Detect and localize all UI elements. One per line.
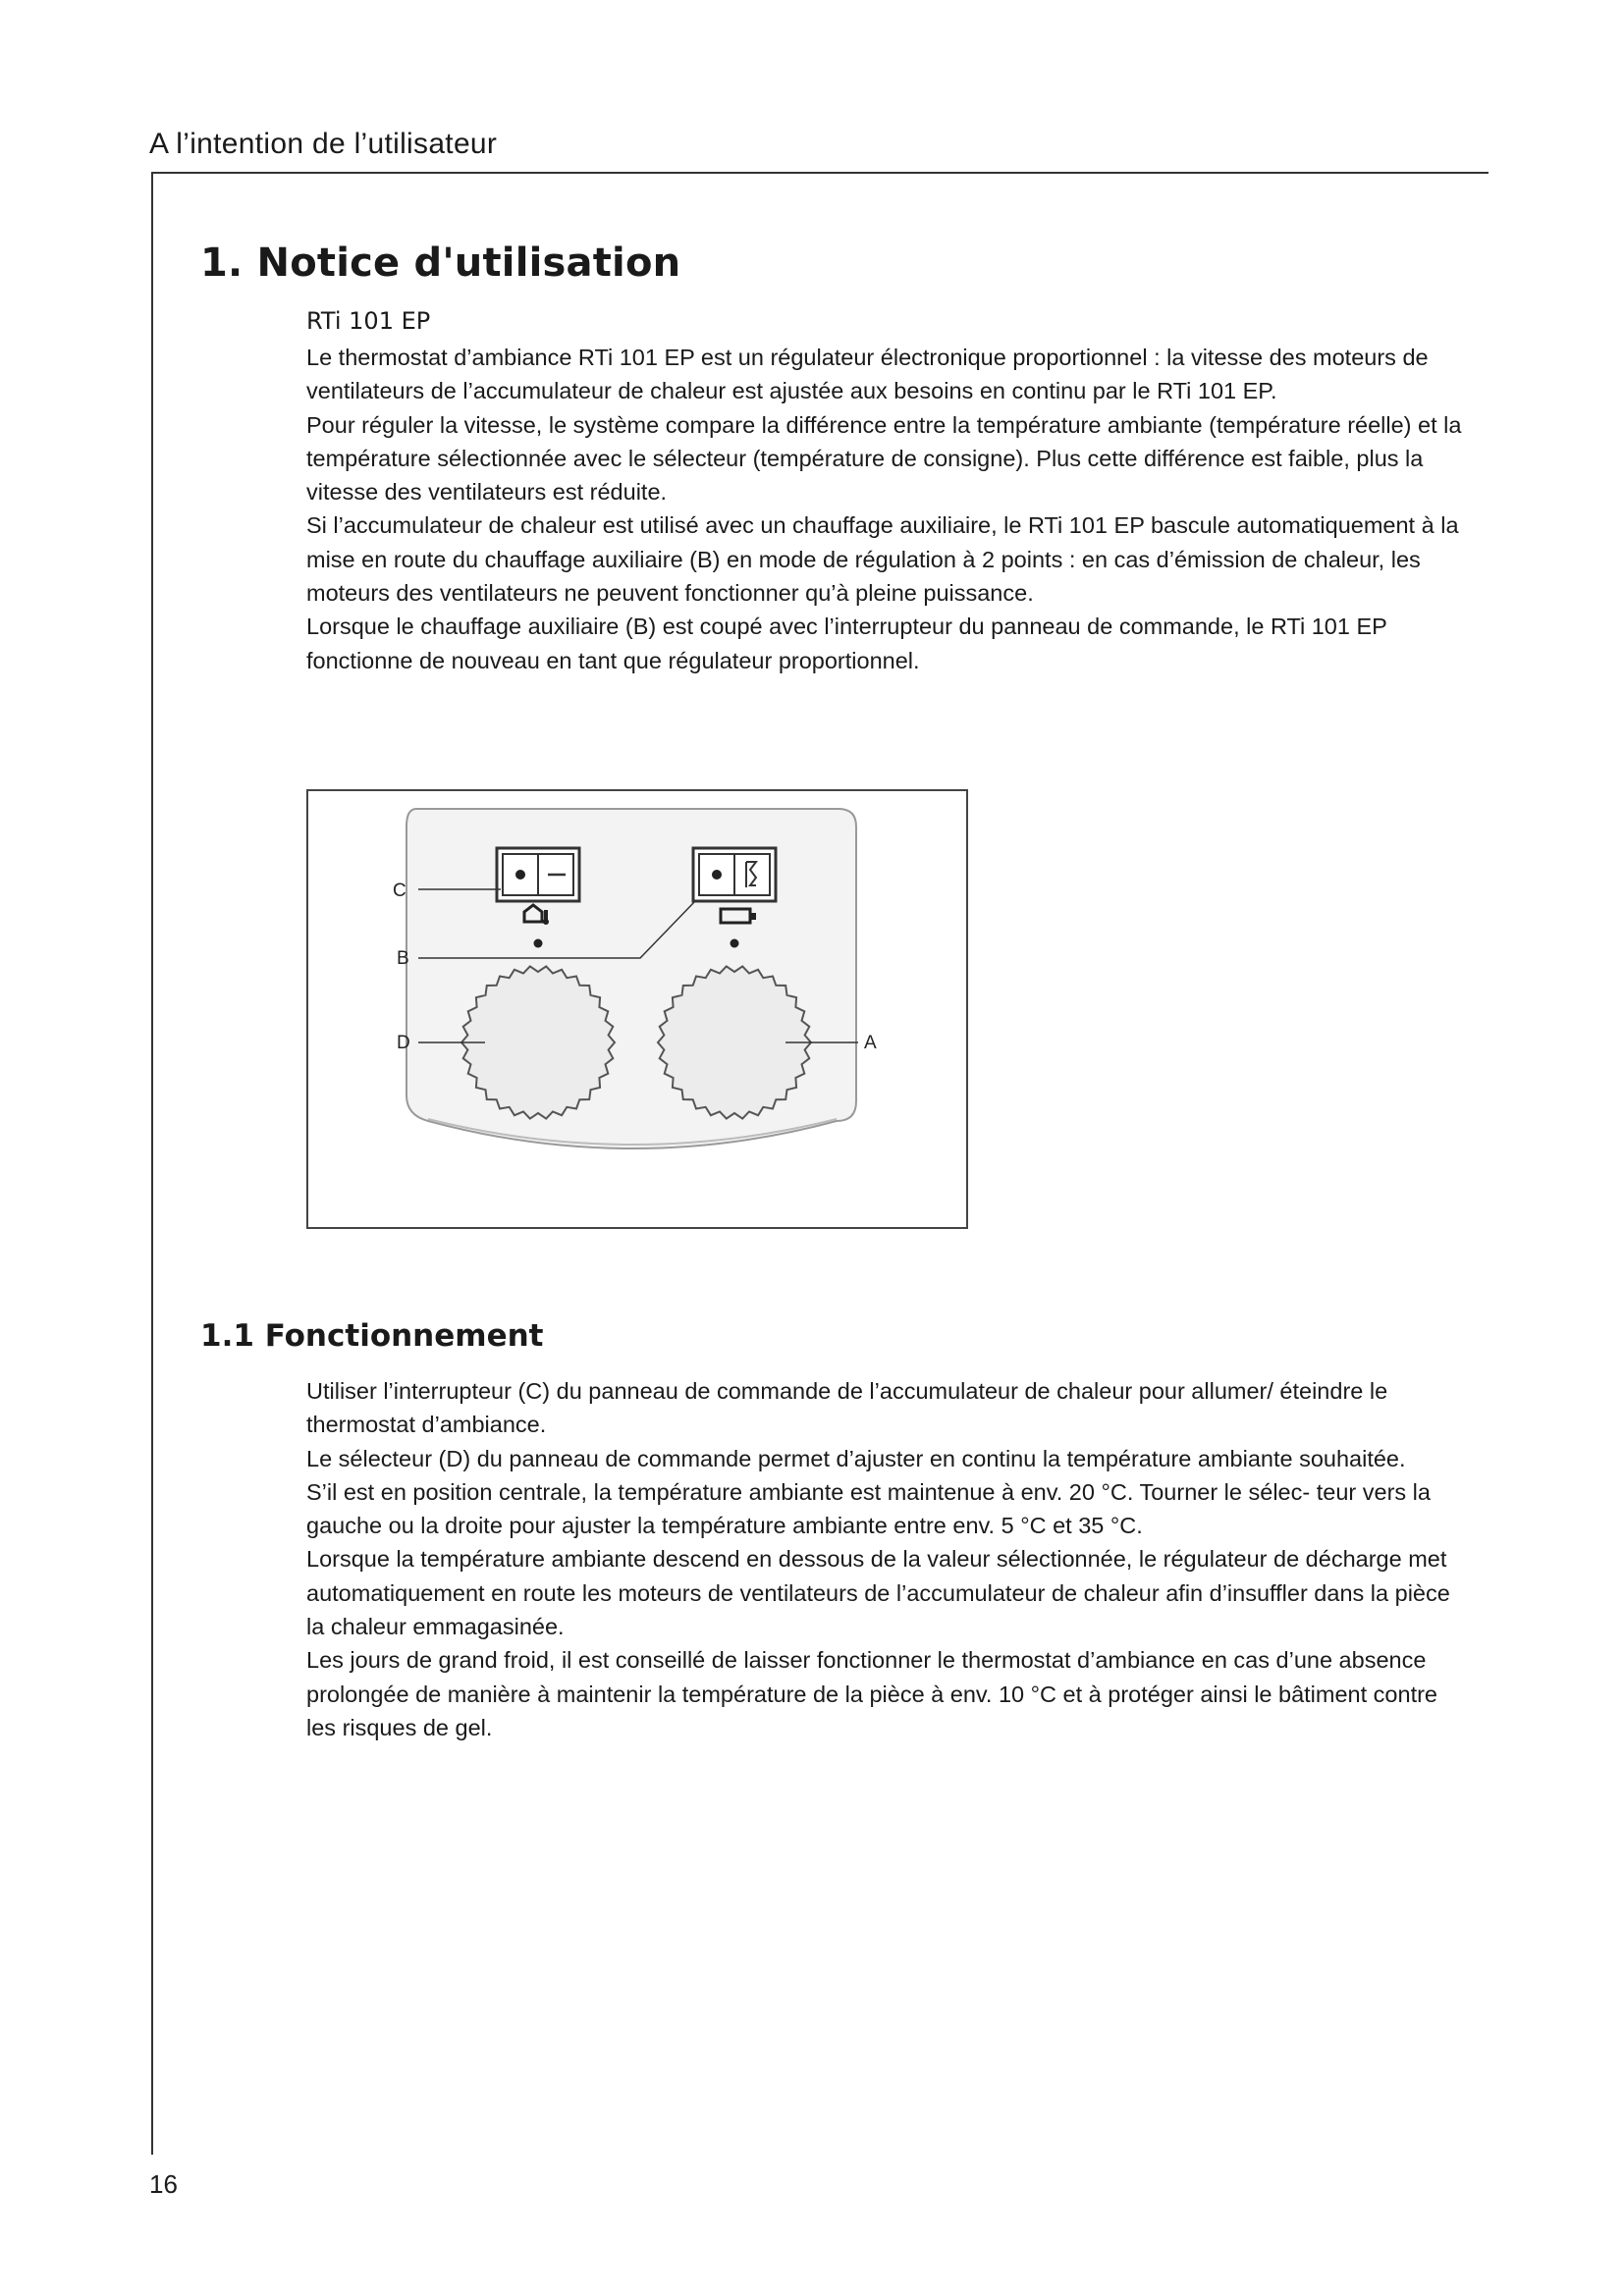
intro-paragraph: Lorsque le chauffage auxiliaire (B) est coupé avec l’interrupteur du panneau de commande, le RTi 101 EP fonctionne de nouveau en tant que régulateur proportionnel. bbox=[306, 614, 1387, 673]
intro-paragraph: Si l’accumulateur de chaleur est utilisé avec un chauffage auxiliaire, le RTi 101 EP bascule automatiquement à la mise en route du chauffage auxiliaire (B) en mode de régulation à 2 points : en cas d’émission de chaleur, les moteurs des ventilateurs ne peuvent fonctionner qu’à pleine puissance. bbox=[306, 512, 1459, 607]
indicator-dot bbox=[534, 939, 543, 948]
fonctionnement-paragraph: Lorsque la température ambiante descend en dessous de la valeur sélectionnée, le régulateur de décharge met automatiquement en route les moteurs de ventilateurs de l’accumulateur de chaleur afin d’insuffler dans la pièce la chaleur emmagasinée. bbox=[306, 1546, 1450, 1640]
margin-divider bbox=[151, 172, 153, 2155]
fonctionnement-paragraph: Utiliser l’interrupteur (C) du panneau de commande de l’accumulateur de chaleur pour allumer/ éteindre le thermostat d’ambiance. bbox=[306, 1378, 1388, 1438]
auxiliary-heating-switch bbox=[693, 848, 776, 901]
fonctionnement-paragraph: Le sélecteur (D) du panneau de commande permet d’ajuster en continu la température ambiante souhaitée. bbox=[306, 1445, 1406, 1471]
fonctionnement-paragraph: S’il est en position centrale, la température ambiante est maintenue à env. 20 °C. Tourner le sélec- teur vers la gauche ou la droite pour ajuster la température ambiante entre env. 5 °C et 35 °C. bbox=[306, 1478, 1431, 1539]
fonctionnement-text bbox=[306, 1374, 1465, 1744]
intro-paragraph: Pour réguler la vitesse, le système compare la différence entre la température ambiante (température réelle) et la température sélectionnée avec le sélecteur (température de consigne). Plus cette différence est faible, plus la vitesse des ventilateurs est réduite. bbox=[306, 411, 1462, 506]
label-a: A bbox=[864, 1033, 877, 1053]
room-thermostat-switch bbox=[497, 848, 579, 901]
control-panel-illustration bbox=[308, 791, 966, 1227]
control-panel-figure bbox=[306, 789, 968, 1229]
intro-text bbox=[306, 341, 1465, 677]
label-c: C bbox=[393, 881, 406, 901]
section-header: A l’intention de l’utilisateur bbox=[149, 128, 498, 160]
label-b: B bbox=[397, 948, 409, 969]
subsection-title: 1.1 Fonctionnement bbox=[200, 1318, 544, 1354]
model-name: RTi 101 EP bbox=[306, 307, 431, 335]
indicator-dot bbox=[731, 939, 739, 948]
fonctionnement-paragraph: Les jours de grand froid, il est conseillé de laisser fonctionner le thermostat d’ambiance en cas d’une absence prolongée de manière à maintenir la température de la pièce à env. 10 °C et à protéger ainsi le bâtiment contre les risques de gel. bbox=[306, 1647, 1437, 1740]
header-divider bbox=[151, 172, 1489, 174]
intro-paragraph: Le thermostat d’ambiance RTi 101 EP est un régulateur électronique proportionnel : la vitesse des moteurs de ventilateurs de l’accumulateur de chaleur est ajustée aux besoins en continu par le RTi 101 EP. bbox=[306, 345, 1429, 404]
chapter-title: 1. Notice d'utilisation bbox=[200, 240, 681, 286]
label-d: D bbox=[397, 1033, 410, 1053]
page-number: 16 bbox=[149, 2169, 178, 2199]
panel-outline bbox=[406, 809, 856, 1148]
